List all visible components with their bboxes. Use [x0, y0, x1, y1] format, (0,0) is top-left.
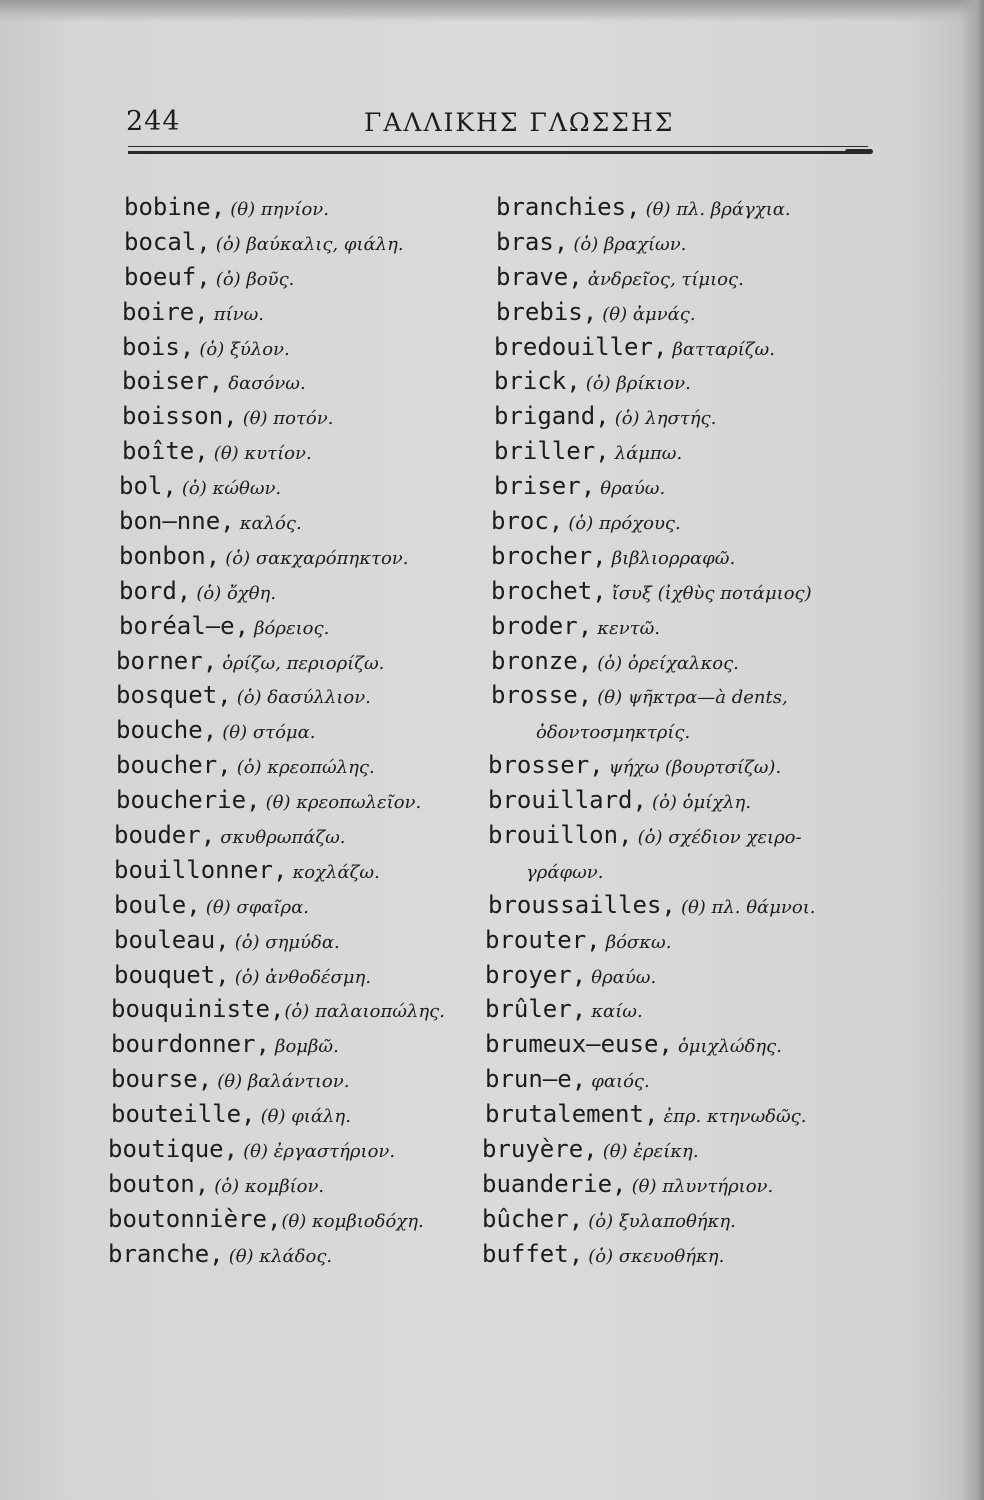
entry-term: bourdonner, [111, 1030, 270, 1059]
entry-definition: ψήχω (βουρτσίζω). [608, 757, 782, 779]
entry-definition: σκυθρωπάζω. [220, 827, 346, 849]
entry-term: bonbon, [119, 541, 221, 570]
dictionary-entry [480, 295, 860, 330]
dictionary-entry [480, 1062, 860, 1097]
entry-definition: (ὁ) ληστής. [614, 408, 717, 430]
entry-term: brumeux—euse, [485, 1030, 673, 1059]
entry-definition: θραύω. [591, 966, 657, 988]
dictionary-entry [480, 644, 860, 679]
entry-definition: (ὁ) βαύκαλις, φιάλη. [215, 233, 404, 255]
entry-term: bûcher, [482, 1204, 584, 1233]
entry-definition: (ὁ) ὀρείχαλκος. [597, 652, 739, 674]
dictionary-entry [108, 539, 480, 574]
entry-definition: (ὁ) βρίκιον. [585, 373, 691, 395]
dictionary-entry [480, 330, 860, 365]
dictionary-entry [108, 783, 480, 818]
entry-term: bouton, [108, 1169, 210, 1198]
entry-definition: πίνω. [213, 303, 265, 325]
dictionary-entry [480, 225, 860, 260]
entry-term: bourse, [111, 1065, 213, 1094]
entry-definition: (ὁ) πρόχους. [568, 513, 681, 535]
dictionary-entry [480, 748, 860, 783]
dictionary-entry [108, 923, 480, 958]
entry-term: boire, [122, 297, 209, 326]
entry-term: branche, [108, 1239, 224, 1268]
entry-term: boucherie, [116, 786, 261, 815]
entry-definition: (θ) ἐρείκη. [602, 1141, 699, 1163]
entry-definition: θραύω. [600, 478, 666, 500]
page-number: 244 [126, 106, 181, 137]
entry-definition: (ὁ) βραχίων. [573, 233, 687, 255]
entry-definition: ὀδοντοσμηκτρίς. [536, 722, 691, 744]
entry-definition: βομβῶ. [275, 1036, 339, 1058]
dictionary-entry [108, 504, 480, 539]
dictionary-entry [480, 364, 860, 399]
entry-term: bouillonner, [114, 855, 288, 884]
dictionary-entry [108, 644, 480, 679]
entry-term: bon—nne, [119, 507, 235, 536]
dictionary-entry [480, 923, 860, 958]
page-header [126, 106, 871, 146]
dictionary-entry [480, 888, 860, 923]
entry-definition: (ὁ) σακχαρόπηκτον. [225, 547, 409, 569]
entry-definition: (ὁ) ξύλον. [199, 338, 290, 360]
dictionary-entry [108, 1062, 480, 1097]
dictionary-entry [108, 190, 480, 225]
entry-term: boréal—e, [119, 611, 250, 640]
dictionary-entry [480, 818, 860, 853]
entry-definition: (ὁ) σχέδιον χειρο- [637, 827, 802, 849]
header-rule-thin [128, 146, 868, 147]
header-rule-thick [128, 151, 868, 154]
entry-term: brigand, [494, 402, 610, 431]
entry-definition: (ὁ) βοῦς. [215, 268, 295, 290]
entry-definition: (θ) στόμα. [222, 722, 316, 744]
dictionary-entry [108, 225, 480, 260]
entry-definition: (θ) ἀμνάς. [602, 303, 696, 325]
entry-term: brosser, [488, 751, 604, 780]
entry-definition: λάμπω. [614, 443, 683, 465]
entry-term: bocal, [124, 227, 211, 256]
entry-term: brocher, [491, 541, 607, 570]
entry-definition: (ὁ) ὁμίχλη. [652, 792, 752, 814]
entry-definition: (ὁ) κρεοπώλης. [236, 757, 375, 779]
entry-definition: (ὁ) σκευοθήκη. [588, 1245, 725, 1267]
entry-definition: κεντῶ. [597, 617, 661, 639]
entry-term: boucher, [116, 751, 232, 780]
dictionary-column-left [108, 190, 480, 1272]
entry-term: bouder, [114, 821, 216, 850]
entry-term: broyer, [485, 960, 587, 989]
entry-definition: βόσκω. [605, 931, 672, 953]
entry-definition: (ὁ) κομβίον. [214, 1175, 325, 1197]
entry-definition: ὁρίζω, περιορίζω. [222, 652, 385, 674]
entry-definition: ἴσυξ (ἰχθὺς ποτάμιος) [611, 582, 812, 604]
dictionary-entry [108, 469, 480, 504]
dictionary-entry [108, 713, 480, 748]
dictionary-entry [480, 609, 860, 644]
entry-definition: καίω. [591, 1001, 643, 1023]
entry-definition: καλός. [239, 513, 302, 535]
entry-term: buffet, [482, 1239, 584, 1268]
entry-term: bouquiniste, [111, 995, 285, 1024]
entry-definition: (ὁ) ξυλαποθήκη. [588, 1210, 736, 1232]
entry-term: brick, [494, 367, 581, 396]
dictionary-entry [108, 260, 480, 295]
entry-term: boule, [114, 890, 201, 919]
entry-term: briser, [494, 472, 596, 501]
header-rule-ornament [845, 149, 873, 154]
entry-term: boeuf, [124, 262, 211, 291]
entry-definition: (θ) κρεοπωλεῖον. [265, 792, 422, 814]
entry-definition: φαιός. [591, 1071, 650, 1093]
entry-definition: βατταρίζω. [672, 338, 775, 360]
entry-term: boiser, [122, 367, 224, 396]
entry-term: brochet, [491, 576, 607, 605]
entry-definition: γράφων. [526, 861, 604, 883]
entry-term: bouche, [116, 716, 218, 745]
dictionary-entry [108, 1027, 480, 1062]
dictionary-entry [480, 469, 860, 504]
dictionary-entry [480, 1167, 860, 1202]
entry-definition: (ὁ) ὄχθη. [196, 582, 277, 604]
dictionary-entry [108, 992, 480, 1027]
entry-definition: (θ) πλυντήριον. [631, 1175, 774, 1197]
entry-definition: (θ) πηνίον. [230, 199, 329, 220]
page-top-shadow [0, 0, 984, 22]
dictionary-entry [108, 748, 480, 783]
entry-term: brouillard, [488, 786, 647, 815]
entry-term: bronze, [491, 646, 593, 675]
entry-definition: (θ) ψῆκτρα—à dents, [597, 687, 788, 709]
entry-term: bouquet, [114, 960, 230, 989]
entry-definition: βιβλιορραφῶ. [611, 547, 736, 569]
entry-term: boîte, [122, 437, 209, 466]
dictionary-entry [108, 434, 480, 469]
entry-term: bobine, [124, 193, 226, 221]
entry-term: bord, [119, 576, 192, 605]
entry-definition: (ὁ) κώθων. [181, 478, 282, 500]
entry-term: brave, [496, 262, 583, 291]
dictionary-entry [480, 260, 860, 295]
entry-definition: (θ) βαλάντιον. [217, 1071, 350, 1093]
entry-definition: (ὁ) σημύδα. [234, 931, 340, 953]
dictionary-entry [480, 1132, 860, 1167]
dictionary-entry-continuation [480, 853, 860, 888]
dictionary-entry [480, 1202, 860, 1237]
entry-term: borner, [116, 646, 218, 675]
entry-term: brutalement, [485, 1100, 659, 1129]
entry-term: bol, [119, 472, 177, 501]
dictionary-entry [108, 609, 480, 644]
dictionary-entry [108, 295, 480, 330]
entry-term: bosquet, [116, 681, 232, 710]
entry-term: bruyère, [482, 1135, 598, 1164]
entry-definition: (θ) πλ. βράγχια. [645, 199, 791, 220]
dictionary-entry [108, 678, 480, 713]
dictionary-entry [108, 853, 480, 888]
entry-definition: (θ) κυτίον. [213, 443, 312, 465]
dictionary-entry [480, 504, 860, 539]
entry-term: bouteille, [111, 1100, 256, 1129]
dictionary-entry [108, 1202, 480, 1237]
dictionary-column-right [480, 190, 860, 1272]
dictionary-entry [480, 678, 860, 713]
entry-term: brun—e, [485, 1065, 587, 1094]
dictionary-entry [480, 399, 860, 434]
dictionary-entry [108, 818, 480, 853]
entry-term: brouillon, [488, 821, 633, 850]
entry-term: briller, [494, 437, 610, 466]
entry-definition: (θ) φιάλη. [260, 1106, 351, 1128]
entry-term: bouleau, [114, 925, 230, 954]
entry-definition: ἐπρ. κτηνωδῶς. [663, 1106, 807, 1128]
entry-term: bois, [122, 332, 195, 361]
dictionary-entry [108, 330, 480, 365]
dictionary-entry [108, 574, 480, 609]
dictionary-entry [480, 1237, 860, 1272]
entry-definition: κοχλάζω. [292, 861, 380, 883]
dictionary-entry [108, 1132, 480, 1167]
dictionary-entry [480, 783, 860, 818]
dictionary-entry [480, 1097, 860, 1132]
page-binding-shadow [960, 0, 984, 1500]
entry-term: bredouiller, [494, 332, 668, 361]
entry-term: boutique, [108, 1135, 239, 1164]
entry-definition: ὁμιχλώδης. [677, 1036, 782, 1058]
dictionary-entry [480, 1027, 860, 1062]
entry-definition: (ὁ) ἀνθοδέσμη. [234, 966, 372, 988]
entry-term: broder, [491, 611, 593, 640]
dictionary-entry [480, 992, 860, 1027]
entry-definition: βόρειος. [254, 617, 330, 639]
entry-definition: (ὁ) παλαιοπώλης. [284, 1001, 445, 1023]
entry-term: broc, [491, 507, 564, 536]
dictionary-entry-continuation [480, 713, 860, 748]
running-title: ΓΑΛΛΙΚΗΣ ΓΛΩΣΣΗΣ [364, 108, 675, 137]
dictionary-entry [108, 1167, 480, 1202]
entry-definition: (θ) πλ. θάμνοι. [680, 896, 816, 918]
entry-term: boutonnière, [108, 1204, 282, 1233]
entry-term: brouter, [485, 925, 601, 954]
dictionary-entry [108, 1237, 480, 1272]
entry-definition: (ὁ) δασύλλιον. [236, 687, 371, 709]
entry-definition: (θ) σφαῖρα. [205, 896, 309, 918]
dictionary-entry [480, 958, 860, 993]
entry-term: brosse, [491, 681, 593, 710]
dictionary-entry [108, 958, 480, 993]
entry-term: brûler, [485, 995, 587, 1024]
entry-term: buanderie, [482, 1169, 627, 1198]
dictionary-entry [108, 399, 480, 434]
entry-term: branchies, [496, 193, 641, 221]
entry-term: broussailles, [488, 890, 676, 919]
dictionary-entry [108, 1097, 480, 1132]
entry-definition: δασόνω. [228, 373, 306, 395]
entry-definition: (θ) κομβιοδόχη. [281, 1210, 424, 1232]
dictionary-entry [108, 888, 480, 923]
dictionary-entry [480, 539, 860, 574]
dictionary-entry [480, 434, 860, 469]
entry-definition: ἀνδρεῖος, τίμιος. [587, 268, 744, 290]
entry-term: bras, [496, 227, 569, 256]
entry-term: boisson, [122, 402, 238, 431]
dictionary-entry [480, 574, 860, 609]
entry-definition: (θ) ποτόν. [242, 408, 334, 430]
entry-definition: (θ) κλάδος. [228, 1245, 333, 1267]
dictionary-entry [480, 190, 860, 225]
entry-term: brebis, [496, 297, 598, 326]
dictionary-entry [108, 364, 480, 399]
entry-definition: (θ) ἐργαστήριον. [243, 1141, 396, 1163]
